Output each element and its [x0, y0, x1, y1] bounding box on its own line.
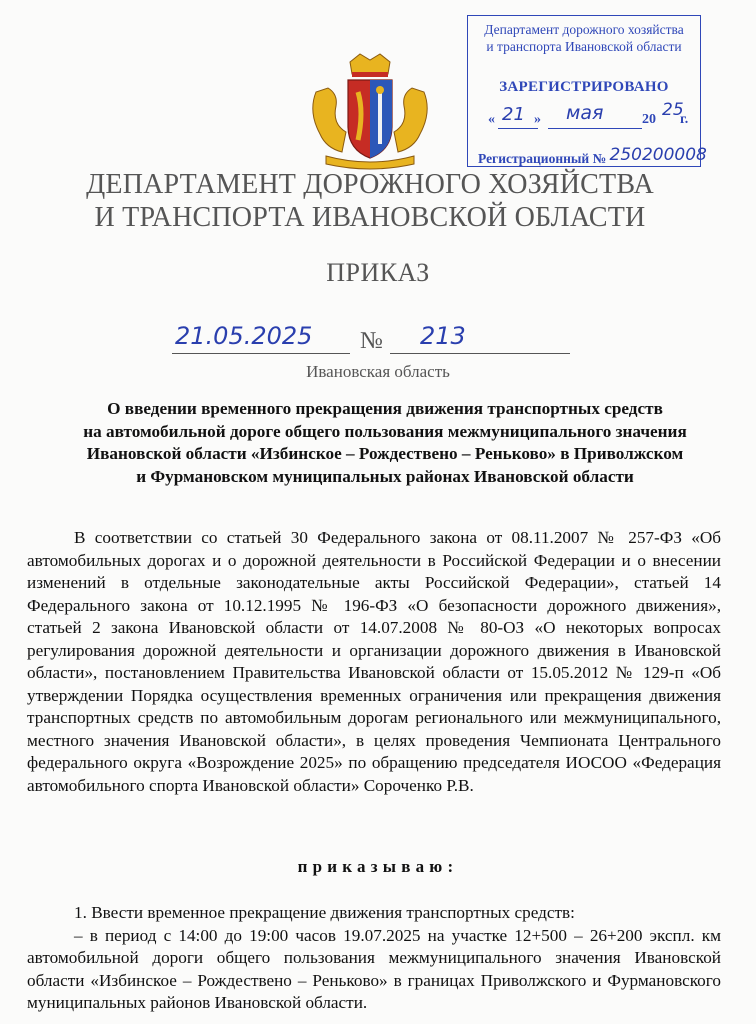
item1-subitem: – в период с 14:00 до 19:00 часов 19.07.2025 на участке 12+500 – 26+200 экспл. км автомобильной дороги общего пользования межмуниципального значения Ивановской области «Избинское – Рождествено – Реньково» в границах Приволжского и Фурмановского муниципальных районов Ивановской области. — [27, 925, 721, 1012]
order-number: 213 — [420, 322, 466, 350]
crown-icon — [350, 54, 390, 77]
place-of-issue: Ивановская область — [306, 362, 450, 381]
department-title-line1: ДЕПАРТАМЕНТ ДОРОЖНОГО ХОЗЯЙСТВА — [86, 169, 654, 200]
preamble-paragraph: В соответствии со статьей 30 Федерального закона от 08.11.2007 № 257-ФЗ «Об автомобильных дорогах и о дорожной деятельности в Российской Федерации и о внесении изменений в отдельные законодательные акты Российской Федерации», статьей 14 Федерального закона от 10.12.1995 № 196-ФЗ «О безопасности дорожного движения», статьей 2 закона Ивановской области от 14.07.2008 № 80-ОЗ «О некоторых вопросах регулирования дорожной деятельности и организации дорожного движения в Ивановской области», постановлением Правительства Ивановской области от 15.05.2012 № 129-п «Об утверждении Порядка осуществления временных ограничения или прекращения движения транспортных средств по автомобильным дорогам регионального или межмуниципального, местного значения Ивановской области», в целях проведения Чемпионата Центрального федерального округа «Возрождение 2025» по обращению председателя ИОСОО «Федерация автомобильного спорта Ивановской области» Сороченко Р.В. — [27, 528, 721, 795]
stamp-quote-close: » — [534, 112, 541, 127]
stamp-month: мая — [566, 102, 604, 124]
subject-line3: Ивановской области «Избинское – Рождествено – Реньково» в Приволжском — [86, 444, 684, 463]
number-sign: № — [360, 328, 383, 354]
subject-line4: и Фурмановском муниципальных районах Ивановской области — [136, 466, 634, 486]
item1-heading: 1. Ввести временное прекращение движения транспортных средств: — [74, 903, 575, 922]
stamp-dept-line1: Департамент дорожного хозяйства — [484, 22, 684, 37]
order-date-number-row — [0, 322, 756, 358]
department-title — [60, 168, 680, 234]
stamp-registered: ЗАРЕГИСТРИРОВАНО — [499, 79, 669, 95]
order-verb: приказываю: — [297, 857, 459, 876]
stamp-year-prefix: 20 — [642, 112, 656, 127]
registration-stamp — [467, 15, 707, 167]
stamp-date-row — [478, 100, 708, 134]
stamp-dept-line2: и транспорта Ивановской области — [486, 39, 682, 54]
stamp-year-label: г. — [680, 112, 689, 127]
stamp-department — [468, 21, 700, 55]
stamp-reg-label: Регистрационный № — [478, 151, 607, 166]
stamp-year-suffix: 25 — [662, 100, 684, 120]
subject-line2: на автомобильной дороге общего пользования межмуниципального значения — [83, 421, 687, 441]
stamp-day: 21 — [502, 104, 525, 125]
order-date: 21.05.2025 — [175, 322, 313, 350]
coat-of-arms-icon — [302, 52, 438, 172]
order-item-1 — [27, 902, 721, 1015]
order-subject — [40, 398, 730, 488]
stamp-reg-number: 250200008 — [609, 145, 707, 165]
stamp-number-row — [478, 145, 707, 168]
stamp-quote-open: « — [488, 112, 495, 127]
subject-line1: О введении временного прекращения движения транспортных средств — [107, 399, 663, 418]
department-title-line2: И ТРАНСПОРТА ИВАНОВСКОЙ ОБЛАСТИ — [94, 202, 646, 233]
document-type: ПРИКАЗ — [326, 258, 430, 287]
